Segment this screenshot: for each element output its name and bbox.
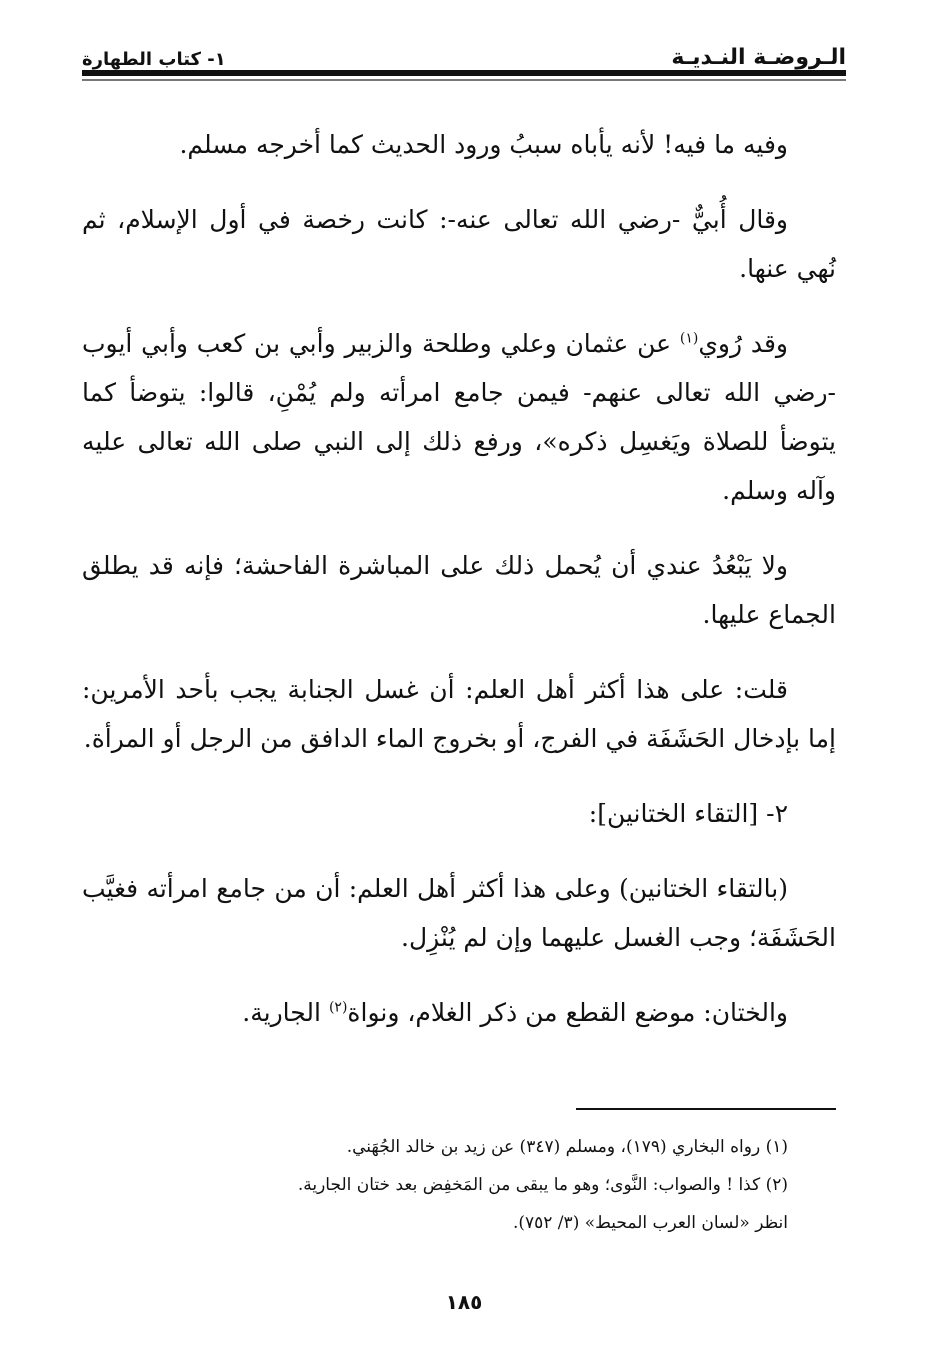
footnote-ref: (١): [679, 330, 699, 347]
paragraph-text: الجارية.: [242, 998, 329, 1027]
footnote-ref: (٢): [328, 999, 348, 1016]
paragraph: [82, 988, 836, 1037]
header-rule-thin: [82, 79, 846, 81]
paragraph-text: والختان: موضع القطع من ذكر الغلام، ونواة: [347, 998, 788, 1027]
footnote: (١) رواه البخاري (١٧٩)، ومسلم (٣٤٧) عن زيد بن خالد الجُهَني.: [346, 1137, 788, 1157]
paragraph-text: وقد رُوي: [698, 329, 788, 358]
section-heading: ٢- [التقاء الختانين]:: [588, 799, 788, 828]
chapter-title: ١- كتاب الطهارة: [82, 49, 226, 70]
paragraph: وقال أُبيٌّ -رضي الله تعالى عنه-: كانت رخصة في أول الإسلام، ثم نُهي عنها.: [82, 205, 836, 283]
header-rule: [82, 70, 846, 76]
paragraph: [82, 319, 836, 515]
book-title: الـروضـة النـديـة: [671, 45, 846, 70]
footnote: (٢) كذا ! والصواب: النَّوى؛ وهو ما يبقى من المَخفِض بعد ختان الجارية.: [297, 1175, 788, 1195]
main-text: [82, 120, 836, 1063]
footnote-separator: [576, 1108, 836, 1110]
paragraph: ولا يَبْعُدُ عندي أن يُحمل ذلك على المباشرة الفاحشة؛ فإنه قد يطلق الجماع عليها.: [82, 551, 836, 629]
paragraph: (بالتقاء الختانين) وعلى هذا أكثر أهل العلم: أن من جامع امرأته فغيَّب الحَشَفَة؛ وجب الغسل عليهما وإن لم يُنْزِل.: [82, 874, 836, 952]
paragraph: قلت: على هذا أكثر أهل العلم: أن غسل الجنابة يجب بأحد الأمرين: إما بإدخال الحَشَفَة في الفرج، أو بخروج الماء الدافق من الرجل أو المرأة.: [82, 675, 836, 753]
paragraph: وفيه ما فيه! لأنه يأباه سببُ ورود الحديث كما أخرجه مسلم.: [179, 130, 788, 159]
footnote: انظر «لسان العرب المحيط» (٣/ ٧٥٢).: [512, 1213, 788, 1233]
footnotes: [82, 1128, 788, 1242]
running-header: [82, 34, 846, 70]
paragraph-text: عن عثمان وعلي وطلحة والزبير وأبي بن كعب وأبي أيوب -رضي الله تعالى عنهم- فيمن جامع امرأته ولم يُمْنِ، قالوا: يتوضأ كما يتوضأ للصلاة ويَغسِل ذكره»، ورفع ذلك إلى النبي صلى الله تعالى عليه وآله وسلم.: [82, 329, 836, 505]
page-number: ١٨٥: [445, 1290, 483, 1314]
